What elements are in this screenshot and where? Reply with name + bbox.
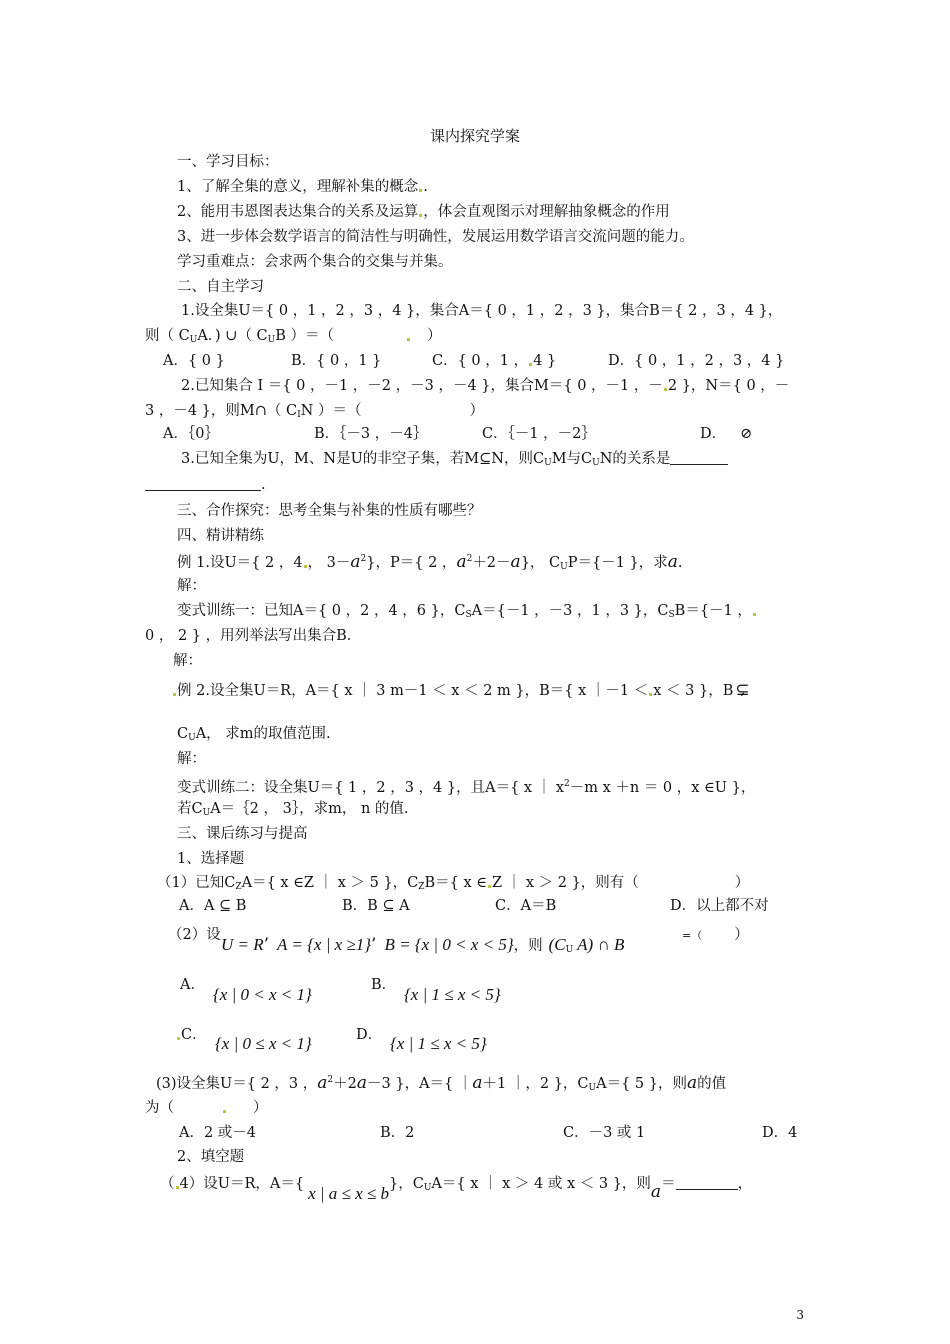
mark-dot (177, 1037, 180, 1040)
p2-set-b: B = {x | 0 < x < 5} (384, 935, 514, 954)
mark-dot (529, 363, 532, 366)
solution-label: 解： (173, 653, 202, 669)
q2-sub: I (297, 410, 301, 420)
v2-b: －m x ＋n ＝ 0 ，x ∈U }， (569, 780, 756, 796)
p2-option-c-label (176, 1026, 207, 1044)
q3-sub-2: U (592, 458, 600, 468)
p3-sup: 2 (327, 1075, 334, 1085)
goal-1 (177, 178, 428, 196)
page-number: 3 (796, 1308, 804, 1322)
p3-option-c: C．－3 或 1 (563, 1125, 646, 1141)
example-1 (177, 550, 683, 576)
var-a: a (472, 1073, 483, 1093)
page-title: 课内探究学案 (429, 127, 520, 145)
section-heading-practice: 三、课后练习与提高 (177, 826, 308, 842)
comma: ’ (371, 935, 377, 955)
variant-1-line-1 (177, 602, 757, 624)
p1-option-b: B．B ⊆ A (342, 898, 410, 914)
p4-b: 4）设U＝R，A＝{ (179, 1176, 305, 1192)
v2-c: 若C (177, 801, 203, 817)
p1-option-c: C．A＝B (495, 898, 557, 914)
v1-a: 变式训练一：已知A＝{ 0 ，2 ，4 ，6 }，C (177, 603, 466, 619)
goal-3: 3、进一步体会数学语言的简洁性与明确性，发展运用数学语言交流问题的能力。 (177, 229, 694, 245)
mark-dot (173, 693, 176, 696)
proper-subset-symbol: ⊊ (735, 680, 750, 700)
p3-f: 的值 (697, 1076, 727, 1092)
mark-dot (488, 885, 491, 888)
q2-line-2 (145, 402, 484, 424)
p2-option-c-label-text: C． (181, 1027, 207, 1043)
q2-text-d: N ）＝（ (300, 403, 362, 419)
p3-option-d: D．4 (762, 1125, 798, 1141)
p1-b: A＝{ x ∈Z ｜ x ＞ 5 }，C (241, 875, 419, 891)
var-a: a (650, 1182, 662, 1202)
p4-d: A＝{ x ｜ x ＞ 4 或 x ＜ 3 }，则 (431, 1176, 651, 1192)
q1-text-b: A．) ∪（ C (197, 328, 268, 344)
solution-label: 解： (177, 578, 206, 594)
p2-option-c: {x | 0 ≤ x < 1} (215, 1034, 312, 1053)
section-heading-goals: 一、学习目标： (177, 154, 279, 170)
ex1-c: }，P＝{ 2 ， (366, 555, 457, 571)
q2-option-d-label: D． (700, 426, 727, 442)
goal-1-text: 1、了解全集的意义，理解补集的概念 (177, 179, 419, 195)
p1-option-d: D．以上都不对 (670, 898, 769, 914)
q2-text-e: ） (469, 403, 484, 419)
ex2-a: 例 2.设全集U＝R，A＝{ x ｜ 3 m－1 ＜ x ＜ 2 m }，B＝{ x ｜－1 ＜ (177, 683, 649, 699)
p2-option-a: {x | 0 < x < 1} (213, 985, 312, 1004)
q1-option-c-a: C．{ 0 ，1 ， (432, 353, 529, 369)
q1-option-a: A．{ 0 } (163, 353, 225, 369)
ex2-d: A， 求m的取值范围. (195, 726, 331, 742)
p1-d: Z ｜ x ＞ 2 }，则有（ (492, 875, 639, 891)
p2-expr-sub: U (565, 945, 574, 955)
q3-line-2 (145, 476, 266, 494)
q1-text-c: B ）＝（ (275, 328, 335, 344)
v1-sub-1: S (465, 610, 472, 620)
practice-3-line-1 (156, 1071, 726, 1097)
goal-2-text-a: 2、能用韦恩图表达集合的关系及运算 (177, 204, 419, 220)
p3-h: ） (253, 1100, 268, 1116)
q1-option-d: D．{ 0 ，1 ，2 ，3 ，4 } (608, 353, 785, 369)
v2-sub: U (202, 808, 211, 818)
empty-set-symbol: ⊘ (740, 426, 753, 442)
goal-1-end: . (423, 179, 428, 195)
p2-eq: =（ (682, 929, 703, 942)
subheading-fill: 2、填空题 (177, 1149, 245, 1165)
q3-line-1 (181, 450, 728, 472)
q3-end: . (261, 477, 266, 493)
q2-text-a: 2.已知集合 I ＝{ 0 ，－1 ，－2 ，－3 ，－4 }，集合M＝{ 0 ，－1 ，－ (181, 378, 663, 394)
mark-dot (304, 565, 307, 568)
practice-3-line-2 (145, 1099, 268, 1117)
mark-dot (419, 189, 422, 192)
p4-c: }，C (389, 1176, 424, 1192)
p2-set-a: A = {x | x ≥1} (277, 935, 372, 954)
p2-option-b: {x | 1 ≤ x < 5} (404, 985, 501, 1004)
var-a: a (317, 1073, 328, 1093)
p1-option-a: A．A ⊆ B (179, 898, 247, 914)
goal-2-text-b: ，体会直观图示对理解抽象概念的作用 (423, 204, 670, 220)
ex1-sup-2: 2 (466, 554, 473, 564)
p2-option-b-label: B． (371, 977, 397, 993)
v1-sub-2: S (668, 610, 675, 620)
mark-dot (223, 1110, 226, 1113)
variant-2-line-2 (177, 800, 409, 822)
q1-sub-2: U (267, 335, 276, 345)
var-a: a (356, 1073, 368, 1093)
mark-dot (176, 1186, 179, 1189)
q1-option-c (432, 352, 556, 370)
p2-option-d-label: D． (356, 1027, 383, 1043)
variant-1-line-2: 0 ， 2 } ，用列举法写出集合B． (145, 628, 362, 644)
section-heading-examples: 四、精讲精练 (177, 528, 264, 544)
p1-c: B＝{ x ∈ (424, 875, 488, 891)
v2-a: 变式训练二：设全集U＝{ 1 ，2 ，3 ，4 }，且A＝{ x ｜ x (177, 780, 564, 796)
ex1-sub: U (560, 562, 568, 572)
p4-e: ＝ (661, 1176, 676, 1192)
v2-sup: 2 (564, 779, 570, 789)
q1-sub-1: U (189, 335, 198, 345)
example-2-line-1 (172, 681, 750, 700)
q2-text-b: 2 }，N＝{ 0 ，－ (667, 378, 790, 394)
ex1-d: ＋2－ (472, 555, 511, 571)
q2-line-1 (181, 377, 789, 395)
key-points: 学习重难点：会求两个集合的交集与并集。 (177, 254, 453, 270)
ex1-f: P＝{－1 }，求 (567, 555, 668, 571)
ex1-a: 例 1.设U＝{ 2 ，4 (177, 555, 303, 571)
q1-line-1: 1.设全集U＝{ 0 ，1 ，2 ，3 ，4 }，集合A＝{ 0 ，1 ，2 ，3 }，集合B＝{ 2 ，3 ，4 }， (181, 303, 783, 319)
q2-text-c: 3 ，－4 }，则M∩（ C (145, 403, 298, 419)
q2-option-d (700, 425, 752, 443)
q1-text-d: ） (427, 328, 442, 344)
p3-e: A＝{ 5 }，则 (596, 1076, 687, 1092)
p1-sub-1: Z (235, 882, 242, 892)
practice-1 (157, 874, 749, 896)
p3-a: (3)设全集U＝{ 2 ，3 ， (156, 1076, 318, 1092)
p1-a: （1）已知C (157, 875, 236, 891)
q2-option-a: A．｛0｝ (163, 426, 219, 442)
p3-d: ＋1 ｜，2 }，C (482, 1076, 589, 1092)
subheading-choice: 1、选择题 (177, 851, 245, 867)
p3-c: －3 }，A＝{ ｜ (367, 1076, 473, 1092)
p4-f: ， (737, 1176, 753, 1192)
q2-option-c: C．｛－1 ，－2｝ (482, 426, 596, 442)
comma: ’ (263, 935, 270, 955)
p2-u: U = R (221, 935, 264, 954)
answer-blank (670, 452, 728, 465)
var-a: a (510, 552, 521, 572)
q3-text-a: 3.已知全集为U，M、N是U的非空子集，若M⊆N，则C (181, 451, 545, 467)
ex2-b: x ＜ 3 }，B (653, 683, 734, 699)
p2-end: ） (734, 927, 749, 943)
v1-b: A＝{－1 ，－3 ，1 ，3 }，C (471, 603, 669, 619)
p2-expr-2: A) ∩ B (573, 935, 625, 954)
practice-2-label: （2）设 (168, 927, 221, 943)
p2-expr: (C (548, 935, 566, 954)
v2-d: A＝｛2 ， 3｝，求m， n 的值. (210, 801, 409, 817)
ex1-e: }， C (520, 555, 561, 571)
q3-sub-1: U (544, 458, 552, 468)
q1-line-2 (145, 327, 442, 349)
practice-4 (160, 1174, 753, 1203)
section-heading-self-study: 二、自主学习 (177, 279, 264, 295)
q2-option-b: B．｛－3 ，－4｝ (314, 426, 428, 442)
p2-paren (682, 926, 749, 945)
ex1-b: ， 3－ (307, 555, 351, 571)
p2-then: ，则 (513, 938, 543, 954)
var-a: a (667, 552, 678, 572)
p2-option-a-label: A． (180, 977, 205, 993)
var-a: a (687, 1073, 698, 1093)
mark-dot (419, 214, 422, 217)
var-a: a (350, 552, 361, 572)
practice-2-math (221, 936, 624, 959)
p4-a: （ (160, 1176, 175, 1192)
p3-sub: U (588, 1083, 597, 1093)
answer-blank (145, 478, 261, 491)
q1-option-b: B．{ 0 ，1 } (291, 353, 382, 369)
q3-text-b: M与C (551, 451, 593, 467)
variant-2-line-1 (177, 775, 755, 797)
p4-sub: U (423, 1183, 432, 1193)
q3-text-c: N的关系是 (599, 451, 671, 467)
v1-c: B＝{－1 ， (674, 603, 752, 619)
p2-option-d: {x | 1 ≤ x < 5} (390, 1034, 487, 1053)
p1-sub-2: Z (418, 882, 425, 892)
goal-2 (177, 203, 670, 221)
solution-label: 解： (177, 751, 206, 767)
mark-dot (407, 338, 410, 341)
p1-e: ） (734, 875, 750, 891)
mark-dot (649, 693, 652, 696)
ex2-sub: U (188, 733, 196, 743)
p3-option-b: B．2 (380, 1125, 415, 1141)
section-heading-cooperative: 三、合作探究：思考全集与补集的性质有哪些？ (177, 503, 482, 519)
q1-text-a: 则（ C (145, 328, 190, 344)
ex2-c: C (177, 726, 189, 742)
mark-dot (753, 613, 756, 616)
p4-set: x | a ≤ x ≤ b (308, 1184, 389, 1203)
example-2-line-2 (177, 725, 331, 747)
ex1-g: . (677, 555, 683, 571)
mark-dot (664, 388, 667, 391)
p3-b: ＋2 (333, 1076, 357, 1092)
var-a: a (456, 552, 467, 572)
p3-g: 为（ (145, 1100, 174, 1116)
ex1-sup-1: 2 (360, 554, 367, 564)
p3-option-a: A．2 或－4 (179, 1125, 257, 1141)
answer-blank (676, 1177, 738, 1190)
q1-option-c-b: 4 } (533, 353, 557, 369)
